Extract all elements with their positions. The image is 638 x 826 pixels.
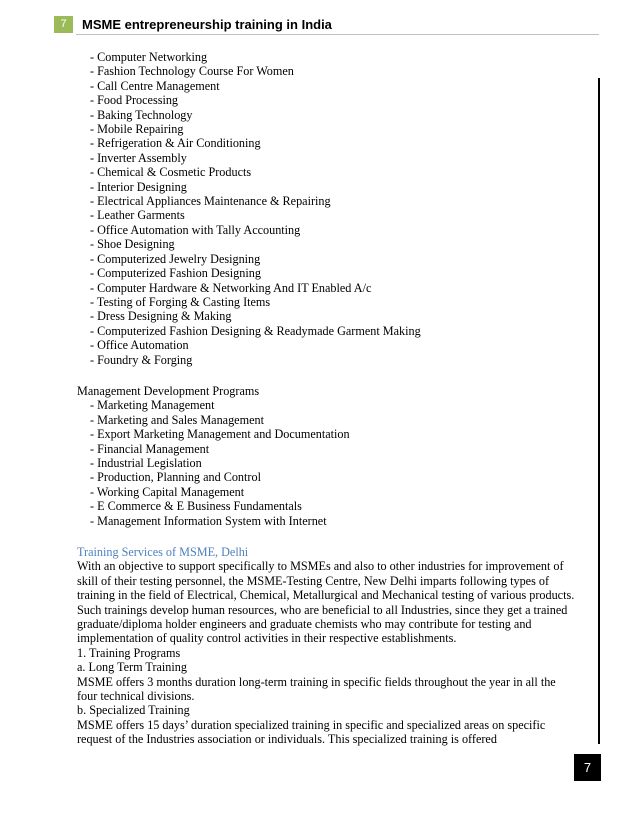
list-item: - Computerized Fashion Designing & Readymade Garment Making — [90, 323, 421, 338]
list-item: - Leather Garments — [90, 208, 185, 223]
management-programs-list — [77, 398, 577, 528]
list-item: - Refrigeration & Air Conditioning — [90, 136, 261, 151]
list-item: - Marketing and Sales Management — [90, 412, 264, 427]
list-item: - Baking Technology — [90, 107, 193, 122]
management-heading: Management Development Programs — [77, 383, 260, 398]
list-item: - Computerized Jewelry Designing — [90, 251, 261, 266]
list-item: - Dress Designing & Making — [90, 309, 232, 324]
list-item: - Office Automation — [90, 338, 189, 353]
list-item: - E Commerce & E Business Fundamentals — [90, 499, 302, 514]
paragraph: b. Specialized Training — [77, 703, 190, 718]
list-item: - Working Capital Management — [90, 484, 245, 499]
footer-page-number: 7 — [574, 754, 601, 781]
list-item: - Food Processing — [90, 93, 179, 108]
list-item: - Production, Planning and Control — [90, 470, 261, 485]
list-item: - Electrical Appliances Maintenance & Repairing — [90, 194, 331, 209]
paragraph: MSME offers 15 days’ duration specialized training in specific and specialized areas on specific request of the Industries association or individuals. This specialized training is offered — [77, 717, 546, 747]
list-item: - Shoe Designing — [90, 237, 175, 252]
list-item: - Computer Hardware & Networking And IT Enabled A/c — [90, 280, 372, 295]
list-item: - Inverter Assembly — [90, 150, 187, 165]
paragraph: a. Long Term Training — [77, 660, 187, 675]
list-item: - Office Automation with Tally Accounting — [90, 222, 301, 237]
header-divider — [76, 34, 599, 35]
paragraph: With an objective to support specifically to MSMEs and also to other industries for improvement of skill of their testing personnel, the MSME-Testing Centre, New Delhi imparts following types of training in the field of Electrical, Chemical, Metallurgical and Mechanical testing of various products. Such trainings develop human resources, who are beneficial to all Industries, since they get a trained graduate/diploma holder engineers and graduate chemists who may contribute for testing and implementation of quality control activities in their respective establishments. — [77, 559, 575, 646]
list-item: - Export Marketing Management and Documentation — [90, 427, 350, 442]
list-item: - Marketing Management — [90, 398, 215, 413]
right-margin-rule — [598, 78, 600, 744]
technical-courses-list — [77, 50, 577, 367]
list-item: - Fashion Technology Course For Women — [90, 64, 294, 79]
list-item: - Computerized Fashion Designing — [90, 266, 261, 281]
paragraph: 1. Training Programs — [77, 645, 181, 660]
header-page-number: 7 — [54, 16, 73, 33]
page-header — [54, 16, 594, 36]
list-item: - Call Centre Management — [90, 78, 220, 93]
list-item: - Computer Networking — [90, 50, 208, 64]
header-title: MSME entrepreneurship training in India — [82, 17, 332, 32]
list-item: - Management Information System with Internet — [90, 513, 327, 528]
list-item: - Chemical & Cosmetic Products — [90, 165, 252, 180]
paragraph: MSME offers 3 months duration long-term training in specific fields throughout the year in all the four technical divisions. — [77, 674, 556, 704]
list-item: - Industrial Legislation — [90, 455, 202, 470]
list-item: - Interior Designing — [90, 179, 187, 194]
list-item: - Mobile Repairing — [90, 122, 184, 137]
training-services-heading: Training Services of MSME, Delhi — [77, 545, 249, 559]
list-item: - Financial Management — [90, 441, 210, 456]
list-item: - Foundry & Forging — [90, 352, 193, 367]
page-content — [77, 50, 577, 747]
training-services-body — [77, 559, 577, 746]
list-item: - Testing of Forging & Casting Items — [90, 294, 271, 309]
